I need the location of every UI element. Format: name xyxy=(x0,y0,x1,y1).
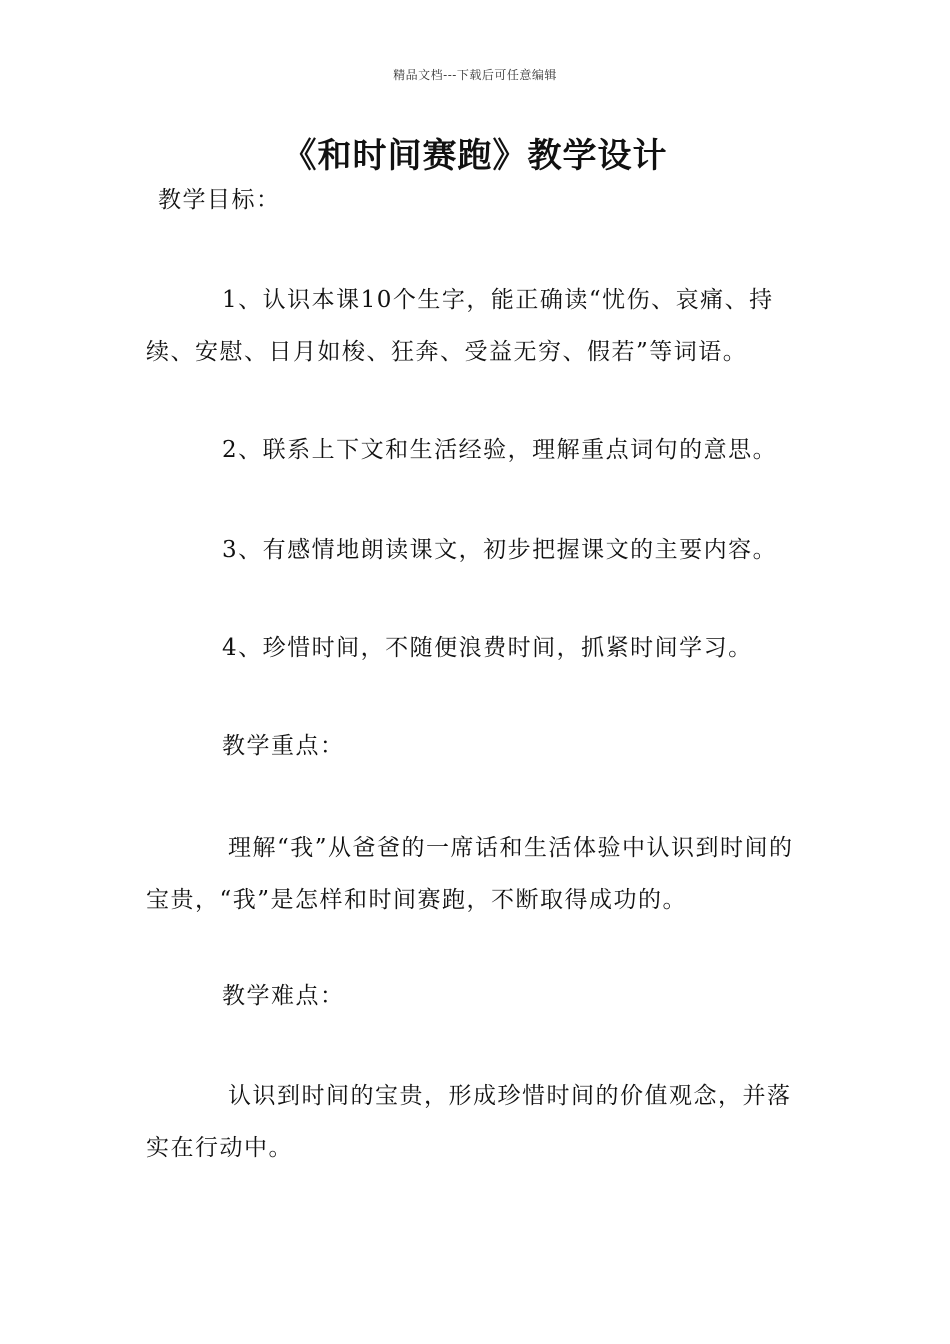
difficulties-heading: 教学难点： xyxy=(222,983,345,1009)
difficulties-text: 认识到时间的宝贵，形成珍惜时间的价值观念，并落实在行动中。 xyxy=(146,1083,792,1161)
header-note: 精品文档---下载后可任意编辑 xyxy=(393,68,557,82)
document-title: 《和时间赛跑》教学设计 xyxy=(282,136,668,176)
objective-item-3: 3、有感情地朗读课文，初步把握课文的主要内容。 xyxy=(222,537,778,563)
objective-item-2: 2、联系上下文和生活经验，理解重点词句的意思。 xyxy=(222,437,778,463)
objectives-heading: 教学目标： xyxy=(158,187,281,213)
key-points-heading: 教学重点： xyxy=(222,733,345,759)
objective-item-4: 4、珍惜时间，不随便浪费时间，抓紧时间学习。 xyxy=(222,635,753,661)
key-points-text: 理解“我”从爸爸的一席话和生活体验中认识到时间的宝贵，“我”是怎样和时间赛跑，不断取得成功的。 xyxy=(146,835,794,913)
objective-item-1: 1、认识本课10个生字，能正确读“忧伤、哀痛、持续、安慰、日月如梭、狂奔、受益无穷、假若”等词语。 xyxy=(146,287,774,365)
